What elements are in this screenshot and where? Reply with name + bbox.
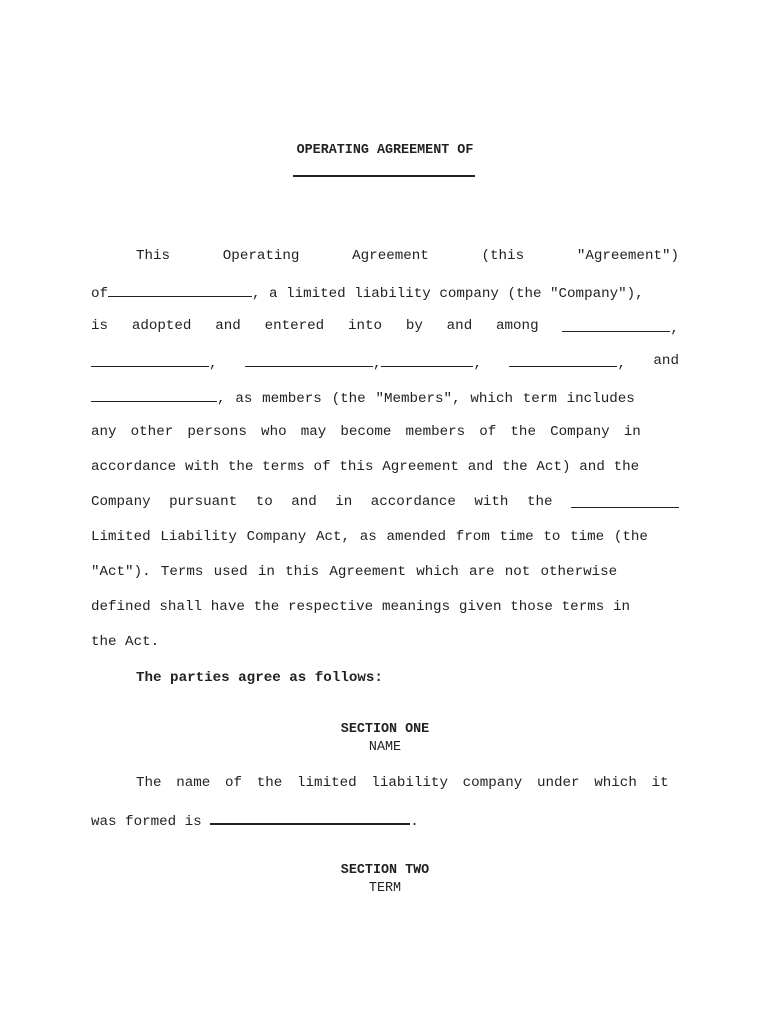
section-one-line-1: The name of the limited liability company under which it [136, 775, 669, 791]
word: This [136, 248, 171, 264]
paragraph-line-3 [91, 317, 679, 338]
member-name-blank [245, 352, 373, 367]
word: to [255, 494, 273, 510]
word-and: and [653, 353, 679, 369]
paragraph-line-7: accordance with the terms of this Agreement and the Act) and the [91, 459, 640, 475]
state-name-blank [571, 493, 679, 508]
member-name-blank [562, 317, 670, 332]
comma: , [372, 356, 382, 372]
section-one-subheading: NAME [368, 740, 402, 755]
word: with [474, 494, 509, 510]
text-was-formed: was formed is [91, 814, 202, 830]
word: among [496, 318, 539, 334]
paragraph-line-9: Limited Liability Company Act, as amended from time to time (the [91, 529, 648, 545]
document-title: OPERATING AGREEMENT OF [296, 143, 474, 158]
member-name-blank [381, 352, 473, 367]
paragraph-line-10: "Act"). Terms used in this Agreement which are not otherwise [91, 564, 618, 580]
word: by [405, 318, 423, 334]
paragraph-line-4 [91, 352, 679, 373]
period: . [410, 814, 419, 830]
llc-name-blank [210, 809, 410, 825]
word: in [335, 494, 353, 510]
section-one-line-2 [91, 809, 419, 831]
comma: , [617, 356, 626, 372]
word: Agreement [352, 248, 429, 264]
paragraph-line-12: the Act. [91, 634, 160, 650]
member-name-blank [509, 352, 617, 367]
paragraph-line-6: any other persons who may become members of the Company in [91, 424, 641, 440]
company-name-blank [108, 282, 252, 297]
paragraph-line-1 [136, 247, 679, 265]
word: and [446, 318, 473, 334]
word: Operating [222, 248, 300, 264]
word: "Agreement") [576, 248, 679, 264]
section-two-subheading: TERM [368, 881, 402, 896]
word: accordance [370, 494, 456, 510]
member-name-blank [91, 387, 217, 402]
word: (this [481, 248, 525, 264]
paragraph-line-2 [91, 282, 644, 303]
paragraph-line-5 [91, 387, 635, 408]
word: entered [264, 318, 325, 334]
text-as-members: , as members (the "Members", which term includes [217, 391, 635, 407]
section-one-heading: SECTION ONE [340, 722, 430, 737]
member-name-blank [91, 352, 209, 367]
word: and [291, 494, 317, 510]
paragraph-line-8 [91, 493, 679, 511]
word: is [91, 318, 109, 334]
title-underline-blank [293, 175, 475, 177]
word: pursuant [169, 494, 238, 510]
parties-agree-statement: The parties agree as follows: [136, 670, 383, 686]
word: the [526, 494, 553, 510]
word: into [347, 318, 383, 334]
text-llc: , a limited liability company (the "Company"), [252, 286, 644, 302]
comma: , [209, 356, 218, 372]
comma: , [670, 321, 679, 337]
comma: , [473, 356, 482, 372]
paragraph-line-11: defined shall have the respective meanings given those terms in [91, 599, 631, 615]
word: Company [91, 494, 151, 510]
word: and [215, 318, 241, 334]
word: adopted [131, 318, 192, 334]
section-two-heading: SECTION TWO [340, 863, 430, 878]
text-of: of [91, 286, 109, 302]
